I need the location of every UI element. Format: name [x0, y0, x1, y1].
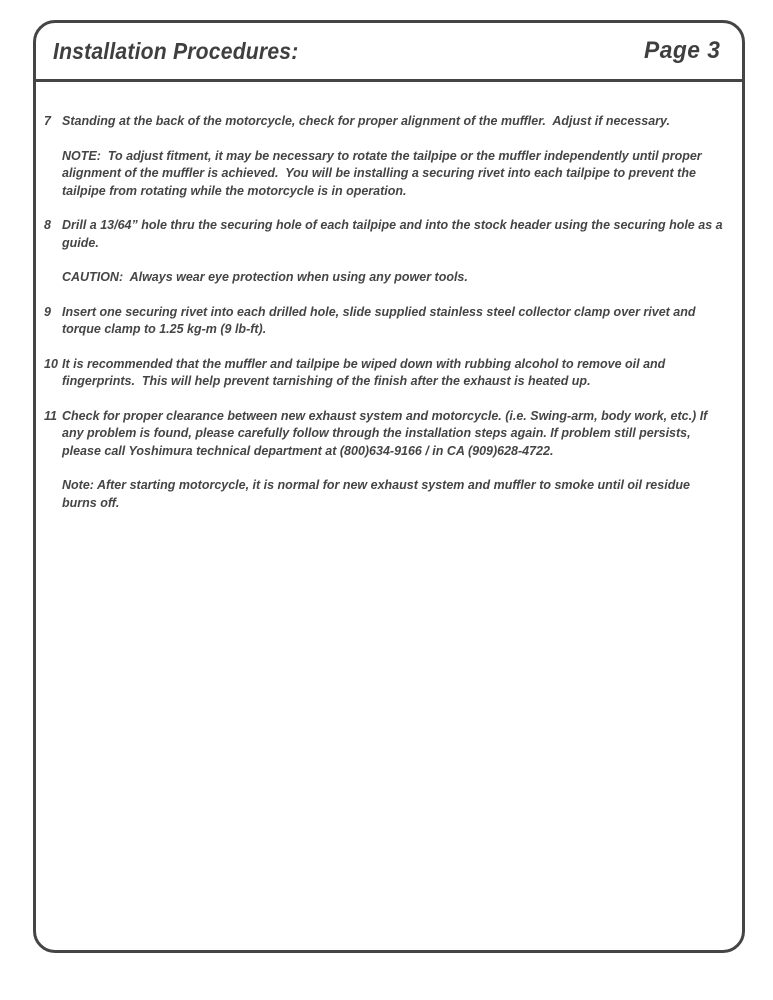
- step-number: 11: [44, 408, 57, 423]
- step-number: 10: [44, 356, 58, 371]
- page-header: [36, 23, 742, 82]
- step-item-9: [41, 304, 728, 339]
- step-text: Drill a 13/64” hole thru the securing hole of each tailpipe and into the stock header using the securing hole as a guide.: [62, 218, 727, 250]
- step-number: [41, 269, 62, 287]
- step-number: 9: [44, 304, 51, 319]
- caution-paragraph: [41, 269, 728, 287]
- step-item-11: [41, 408, 728, 461]
- page-number: Page 3: [643, 37, 720, 64]
- page-content: [36, 82, 742, 512]
- step-text: Standing at the back of the motorcycle, check for proper alignment of the muffler. Adjust if necessary.: [62, 114, 671, 128]
- step-text: Insert one securing rivet into each drilled hole, slide supplied stainless steel collector clamp over rivet and torque clamp to 1.25 kg-m (9 lb-ft).: [62, 304, 700, 336]
- step-item-7: [41, 113, 728, 131]
- page-title: Installation Procedures:: [53, 37, 299, 64]
- step-number: [41, 148, 62, 201]
- step-text: It is recommended that the muffler and tailpipe be wiped down with rubbing alcohol to remove oil and fingerprints. This will help prevent tarnishing of the finish after the exhaust is heated up.: [62, 356, 669, 388]
- note-text: Note: After starting motorcycle, it is normal for new exhaust system and muffler to smoke until oil residue burns off.: [62, 478, 694, 510]
- step-number: 8: [44, 218, 51, 232]
- step-item-8: [41, 217, 728, 252]
- caution-text: CAUTION: Always wear eye protection when using any power tools.: [62, 270, 468, 284]
- step-number: [41, 477, 62, 512]
- step-item-10: [41, 356, 728, 391]
- step-text: Check for proper clearance between new exhaust system and motorcycle. (i.e. Swing-arm, body work, etc.) If any problem is found, please carefully follow through the installation steps again. If problem still persists, please call Yoshimura technical department at (800)634-9166 / in CA (909)628-4722.: [62, 408, 711, 458]
- page-frame: [33, 20, 745, 953]
- note-paragraph: [41, 477, 728, 512]
- step-number: 7: [44, 114, 51, 128]
- note-text: NOTE: To adjust fitment, it may be necessary to rotate the tailpipe or the muffler independently until proper alignment of the muffler is achieved. You will be installing a securing rivet into each tailpipe to prevent the tailpipe from rotating while the motorcycle is in operation.: [62, 148, 706, 198]
- note-paragraph: [41, 148, 728, 201]
